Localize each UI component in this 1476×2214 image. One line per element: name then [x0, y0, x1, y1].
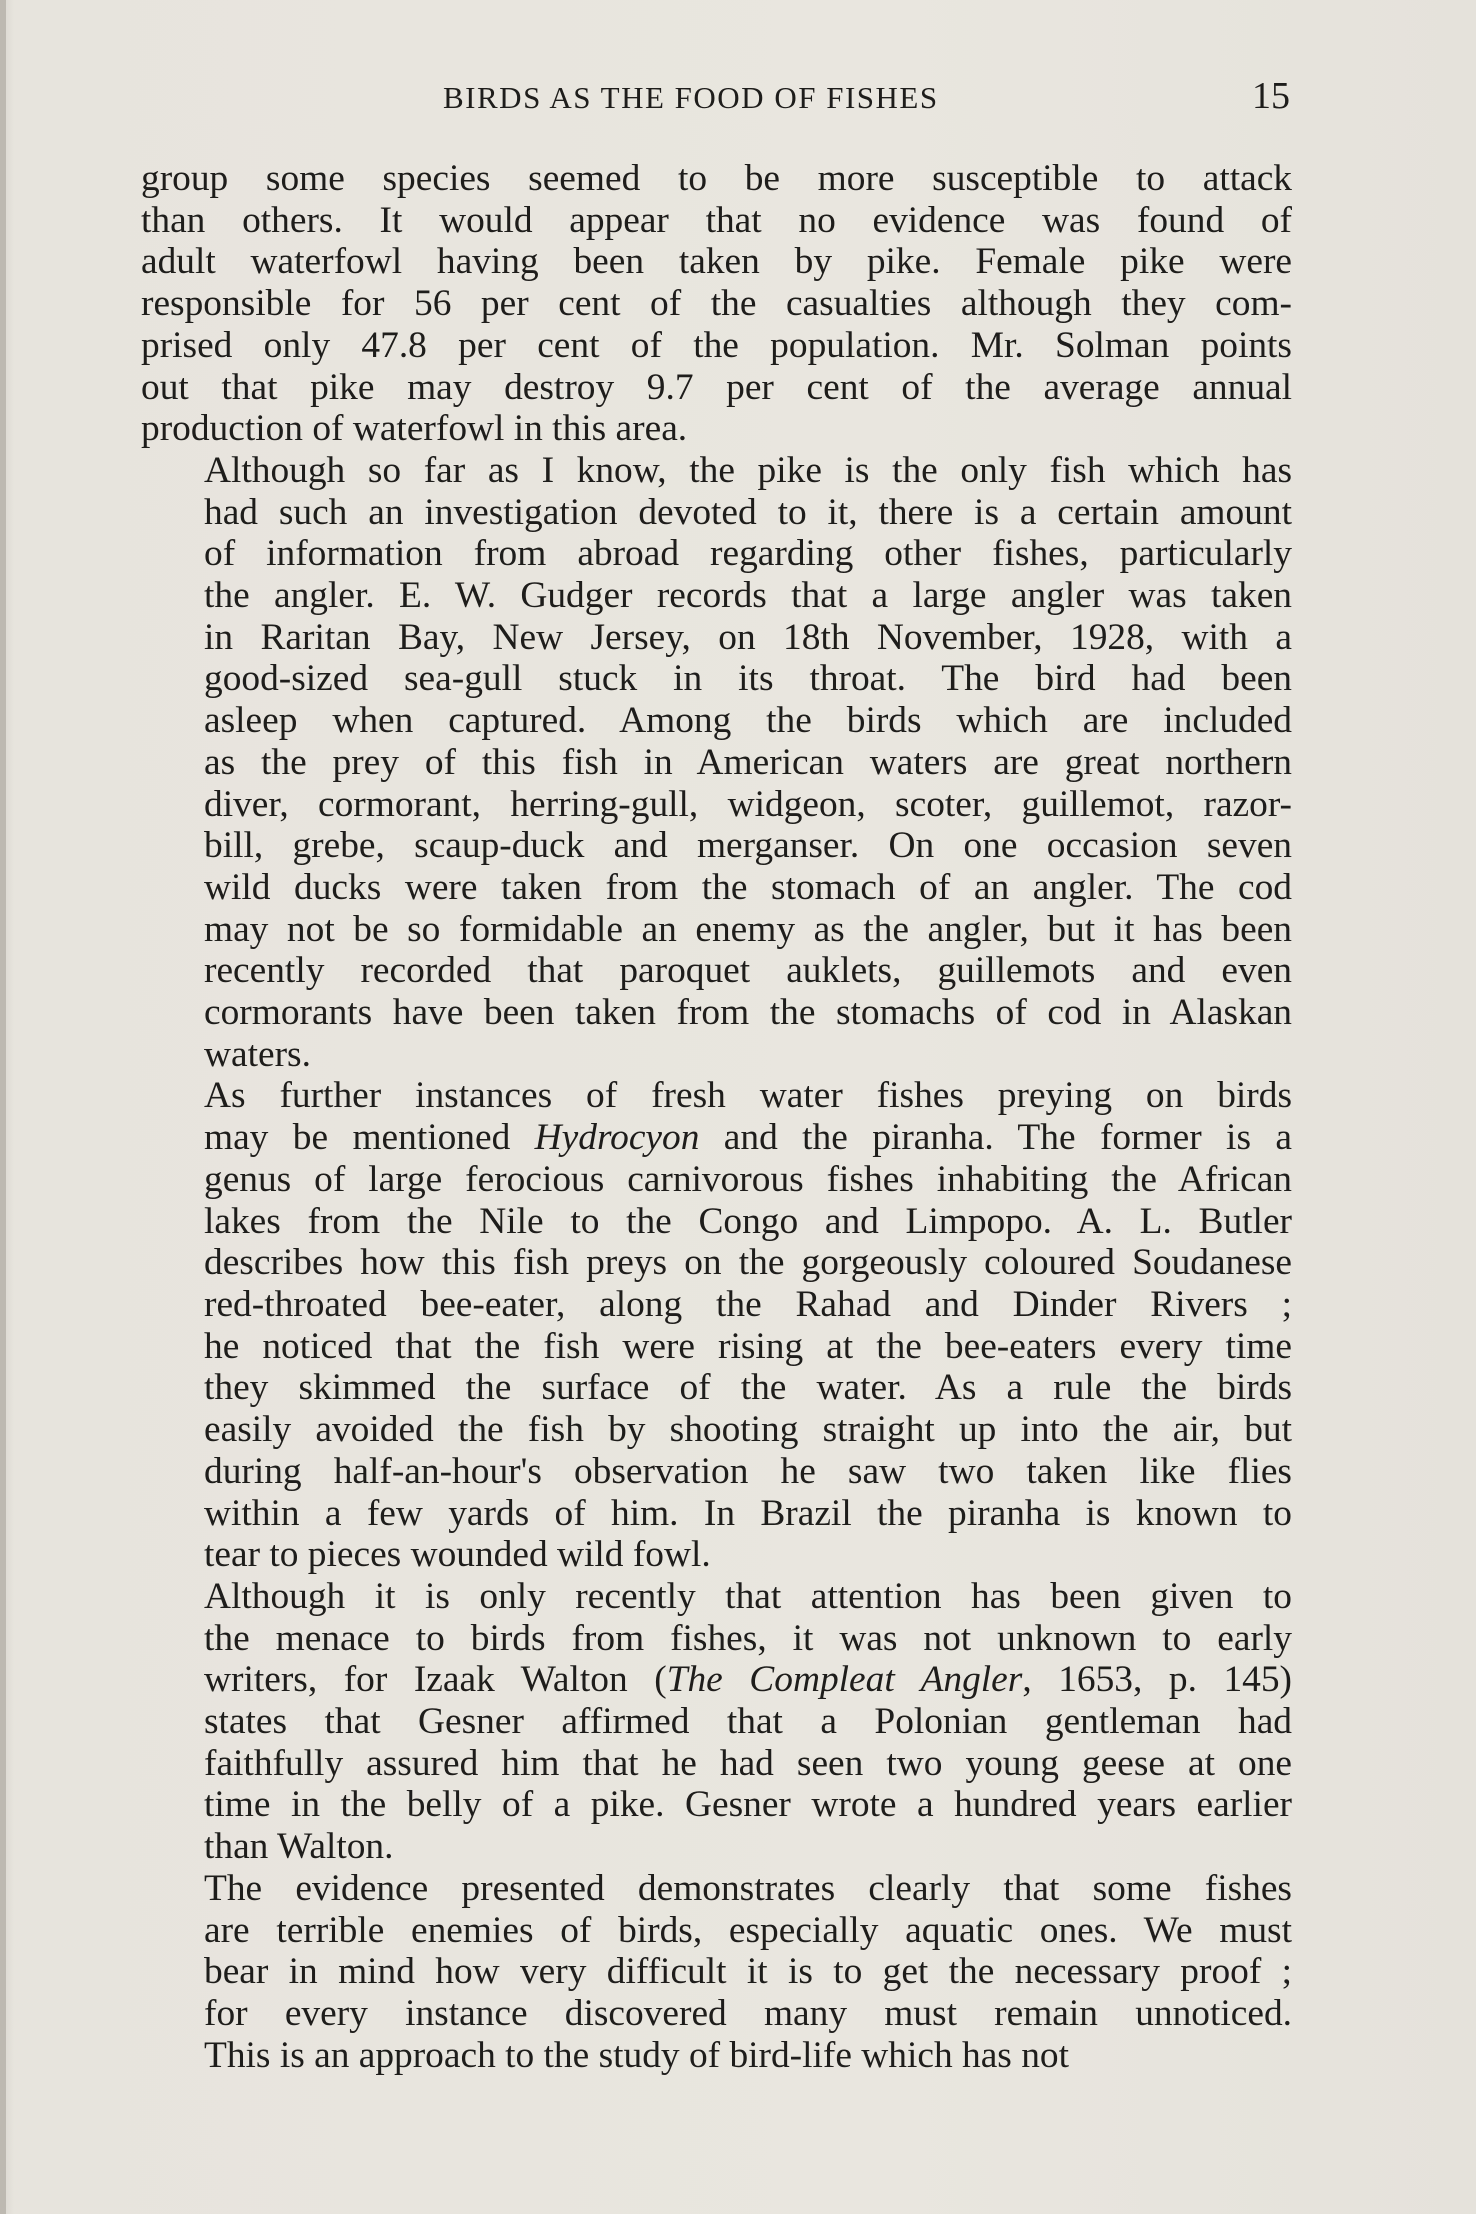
text-line: genus of large ferocious carnivorous fishes inhabiting the African — [204, 1158, 1292, 1200]
text-line: they skimmed the surface of the water. As a rule the birds — [204, 1367, 1292, 1409]
text-line: the angler. E. W. Gudger records that a large angler was taken — [204, 575, 1292, 617]
text-line: easily avoided the fish by shooting straight up into the air, but — [204, 1409, 1292, 1451]
text-line: diver, cormorant, herring-gull, widgeon, scoter, guillemot, razor- — [204, 783, 1292, 825]
text-line: describes how this fish preys on the gorgeously coloured Soudanese — [204, 1242, 1292, 1284]
running-head: BIRDS AS THE FOOD OF FISHES — [443, 80, 939, 115]
text-line: Although it is only recently that attention has been given to — [204, 1575, 1292, 1617]
text-line: he noticed that the fish were rising at the bee-eaters every time — [204, 1325, 1292, 1367]
text-line: asleep when captured. Among the birds which are included — [204, 700, 1292, 742]
italic-title: Hydrocyon — [534, 1117, 700, 1159]
body-text — [141, 158, 1292, 2076]
paragraph — [141, 1576, 1292, 1868]
text-line: production of waterfowl in this area. — [141, 408, 688, 450]
text-line: bill, grebe, scaup-duck and merganser. On one occasion seven — [204, 825, 1292, 867]
text-line: adult waterfowl having been taken by pike. Female pike were — [141, 241, 1292, 283]
text-line: prised only 47.8 per cent of the population. Mr. Solman points — [141, 324, 1292, 366]
text-line: As further instances of fresh water fishes preying on birds — [204, 1075, 1292, 1117]
page-number: 15 — [1252, 75, 1290, 117]
text-line: wild ducks were taken from the stomach of an angler. The cod — [204, 866, 1292, 908]
text-line: faithfully assured him that he had seen two young geese at one — [204, 1742, 1292, 1784]
paragraph — [141, 450, 1292, 1076]
text-line: states that Gesner affirmed that a Polonian gentleman had — [204, 1701, 1292, 1743]
text-line: in Raritan Bay, New Jersey, on 18th November, 1928, with a — [204, 616, 1292, 658]
text-line: group some species seemed to be more susceptible to attack — [141, 158, 1292, 199]
text-line: responsible for 56 per cent of the casualties although they com- — [141, 283, 1292, 325]
text-line: good-sized sea-gull stuck in its throat. The bird had been — [204, 658, 1292, 700]
text-line: The evidence presented demonstrates clearly that some fishes — [204, 1867, 1292, 1909]
text-line: out that pike may destroy 9.7 per cent of the average annual — [141, 366, 1292, 408]
text-line: of information from abroad regarding other fishes, particularly — [204, 533, 1292, 575]
paragraph — [141, 1868, 1292, 2077]
text-line: than Walton. — [204, 1826, 394, 1868]
text-line: had such an investigation devoted to it, there is a certain amount — [204, 491, 1292, 533]
text-line: tear to pieces wounded wild fowl. — [204, 1534, 711, 1576]
text-line: than others. It would appear that no evidence was found of — [141, 199, 1292, 241]
text-line: are terrible enemies of birds, especially aquatic ones. We must — [204, 1909, 1292, 1951]
paragraph — [141, 1075, 1292, 1575]
text-line: This is an approach to the study of bird-life which has not — [204, 2034, 1069, 2076]
text-line: as the prey of this fish in American waters are great northern — [204, 741, 1292, 783]
italic-title: The Compleat Angler — [666, 1659, 1023, 1701]
text-line: during half-an-hour's observation he saw two taken like flies — [204, 1450, 1292, 1492]
text-line: Although so far as I know, the pike is the only fish which has — [204, 449, 1292, 491]
text-line: bear in mind how very difficult it is to get the necessary proof ; — [204, 1951, 1292, 1993]
text-line: may not be so formidable an enemy as the angler, but it has been — [204, 908, 1292, 950]
text-line: lakes from the Nile to the Congo and Limpopo. A. L. Butler — [204, 1200, 1292, 1242]
text-line: may be mentioned Hydrocyon and the piranha. The former is a — [204, 1117, 1292, 1159]
text-line: the menace to birds from fishes, it was not unknown to early — [204, 1617, 1292, 1659]
text-line: writers, for Izaak Walton (The Compleat Angler, 1653, p. 145) — [204, 1659, 1293, 1701]
text-line: recently recorded that paroquet auklets, guillemots and even — [204, 950, 1292, 992]
text-line: time in the belly of a pike. Gesner wrote a hundred years earlier — [204, 1784, 1292, 1826]
text-line: cormorants have been taken from the stomachs of cod in Alaskan — [204, 992, 1292, 1034]
text-line: for every instance discovered many must remain unnoticed. — [204, 1992, 1292, 2034]
text-line: within a few yards of him. In Brazil the piranha is known to — [204, 1492, 1292, 1534]
paragraph — [141, 158, 1292, 450]
binding-edge — [0, 0, 6, 2214]
text-line: red-throated bee-eater, along the Rahad and Dinder Rivers ; — [204, 1283, 1292, 1325]
text-line: waters. — [204, 1033, 311, 1075]
